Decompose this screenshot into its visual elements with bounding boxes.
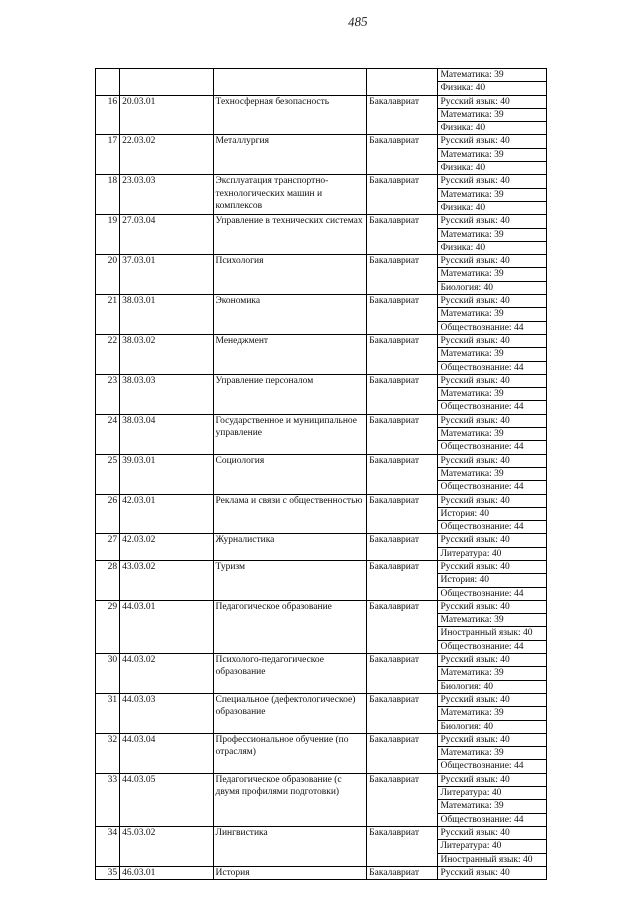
row-number: 26 — [96, 494, 120, 534]
exam-requirement: Математика: 39 — [438, 667, 547, 680]
program-code: 38.03.01 — [120, 295, 213, 335]
exam-requirement: Математика: 39 — [438, 308, 547, 321]
education-level: Бакалавриат — [367, 135, 438, 175]
exam-requirement: Русский язык: 40 — [438, 334, 547, 347]
program-name: Металлургия — [213, 135, 367, 175]
education-level: Бакалавриат — [367, 175, 438, 215]
education-level: Бакалавриат — [367, 215, 438, 255]
program-name: Специальное (дефектологическое) образование — [213, 693, 367, 733]
table-row — [96, 454, 547, 467]
row-number: 34 — [96, 826, 120, 866]
program-name: Педагогическое образование (с двумя профилями подготовки) — [213, 773, 367, 826]
table-row — [96, 600, 547, 613]
program-name: Эксплуатация транспортно-технологических машин и комплексов — [213, 175, 367, 215]
program-name: Психология — [213, 255, 367, 295]
program-code: 46.03.01 — [120, 866, 213, 879]
exam-requirement: Физика: 40 — [438, 241, 547, 254]
exam-requirement: Иностранный язык: 40 — [438, 853, 547, 866]
program-code: 38.03.02 — [120, 334, 213, 374]
exam-requirement: История: 40 — [438, 574, 547, 587]
exam-requirement: Физика: 40 — [438, 162, 547, 175]
exam-requirement: Математика: 39 — [438, 467, 547, 480]
program-code: 37.03.01 — [120, 255, 213, 295]
row-number: 25 — [96, 454, 120, 494]
exam-requirement: История: 40 — [438, 507, 547, 520]
exam-requirement: Математика: 39 — [438, 69, 547, 82]
exam-requirement: Обществознание: 44 — [438, 587, 547, 600]
education-level: Бакалавриат — [367, 866, 438, 879]
exam-requirement: Математика: 39 — [438, 707, 547, 720]
exam-requirement: Обществознание: 44 — [438, 401, 547, 414]
table-row — [96, 654, 547, 667]
exam-requirement: Математика: 39 — [438, 428, 547, 441]
education-level: Бакалавриат — [367, 600, 438, 653]
table-row — [96, 215, 547, 228]
exam-requirement: Русский язык: 40 — [438, 866, 547, 879]
education-level: Бакалавриат — [367, 295, 438, 335]
program-name: Управление персоналом — [213, 374, 367, 414]
table-row — [96, 175, 547, 188]
program-name: Педагогическое образование — [213, 600, 367, 653]
exam-requirement: Русский язык: 40 — [438, 135, 547, 148]
exam-requirement: Русский язык: 40 — [438, 95, 547, 108]
exam-requirement: Русский язык: 40 — [438, 255, 547, 268]
exam-requirement: Математика: 39 — [438, 188, 547, 201]
row-number: 23 — [96, 374, 120, 414]
exam-requirement: Русский язык: 40 — [438, 534, 547, 547]
education-level: Бакалавриат — [367, 95, 438, 135]
row-number: 20 — [96, 255, 120, 295]
exam-requirement: Русский язык: 40 — [438, 494, 547, 507]
education-level: Бакалавриат — [367, 826, 438, 866]
education-level: Бакалавриат — [367, 560, 438, 600]
exam-requirement: Русский язык: 40 — [438, 773, 547, 786]
table-row — [96, 693, 547, 706]
exam-requirement: Обществознание: 44 — [438, 521, 547, 534]
exam-requirement: Обществознание: 44 — [438, 441, 547, 454]
exam-requirement: Русский язык: 40 — [438, 560, 547, 573]
table-row — [96, 374, 547, 387]
table-row — [96, 414, 547, 427]
exam-requirement: Русский язык: 40 — [438, 654, 547, 667]
exam-requirement: Русский язык: 40 — [438, 295, 547, 308]
exam-requirement: Русский язык: 40 — [438, 600, 547, 613]
exam-requirement: Математика: 39 — [438, 148, 547, 161]
table-row — [96, 295, 547, 308]
education-level: Бакалавриат — [367, 374, 438, 414]
program-code: 44.03.01 — [120, 600, 213, 653]
exam-requirement: Обществознание: 44 — [438, 760, 547, 773]
table-row — [96, 95, 547, 108]
program-name: Профессиональное обучение (по отраслям) — [213, 733, 367, 773]
exam-requirement: Математика: 39 — [438, 614, 547, 627]
education-level: Бакалавриат — [367, 654, 438, 694]
program-code: 38.03.03 — [120, 374, 213, 414]
exam-requirement: Обществознание: 44 — [438, 813, 547, 826]
exam-requirement: Биология: 40 — [438, 680, 547, 693]
exam-requirement: Обществознание: 44 — [438, 321, 547, 334]
education-level: Бакалавриат — [367, 255, 438, 295]
exam-requirement: Физика: 40 — [438, 82, 547, 95]
row-number: 27 — [96, 534, 120, 561]
table-row — [96, 560, 547, 573]
exam-requirement: Обществознание: 44 — [438, 361, 547, 374]
education-level: Бакалавриат — [367, 693, 438, 733]
program-name: Туризм — [213, 560, 367, 600]
program-name — [213, 69, 367, 96]
education-level: Бакалавриат — [367, 334, 438, 374]
exam-requirement: Литература: 40 — [438, 547, 547, 560]
exam-requirement: Русский язык: 40 — [438, 733, 547, 746]
program-name: Лингвистика — [213, 826, 367, 866]
table-row — [96, 826, 547, 839]
exam-requirement: Биология: 40 — [438, 720, 547, 733]
row-number: 32 — [96, 733, 120, 773]
education-level: Бакалавриат — [367, 733, 438, 773]
table-body — [96, 69, 547, 880]
row-number: 24 — [96, 414, 120, 454]
table-row — [96, 494, 547, 507]
program-name: Техносферная безопасность — [213, 95, 367, 135]
exam-requirement: Русский язык: 40 — [438, 374, 547, 387]
page-number: 485 — [347, 13, 368, 30]
program-name: История — [213, 866, 367, 879]
program-name: Менеджмент — [213, 334, 367, 374]
program-code: 39.03.01 — [120, 454, 213, 494]
exam-requirement: Биология: 40 — [438, 281, 547, 294]
program-code: 44.03.05 — [120, 773, 213, 826]
exam-requirement: Обществознание: 44 — [438, 640, 547, 653]
exam-requirement: Литература: 40 — [438, 840, 547, 853]
program-name: Реклама и связи с общественностью — [213, 494, 367, 534]
table-row — [96, 255, 547, 268]
exam-requirement: Физика: 40 — [438, 201, 547, 214]
exam-requirement: Русский язык: 40 — [438, 175, 547, 188]
exam-requirement: Литература: 40 — [438, 787, 547, 800]
row-number: 21 — [96, 295, 120, 335]
program-code: 44.03.02 — [120, 654, 213, 694]
exam-requirement: Математика: 39 — [438, 108, 547, 121]
row-number: 33 — [96, 773, 120, 826]
program-code: 20.03.01 — [120, 95, 213, 135]
program-name: Психолого-педагогическое образование — [213, 654, 367, 694]
exam-requirement: Математика: 39 — [438, 388, 547, 401]
row-number: 35 — [96, 866, 120, 879]
education-level — [367, 69, 438, 96]
program-code: 44.03.04 — [120, 733, 213, 773]
row-number: 19 — [96, 215, 120, 255]
education-level: Бакалавриат — [367, 454, 438, 494]
row-number: 16 — [96, 95, 120, 135]
exam-requirement: Математика: 39 — [438, 800, 547, 813]
education-level: Бакалавриат — [367, 534, 438, 561]
education-level: Бакалавриат — [367, 414, 438, 454]
program-code: 27.03.04 — [120, 215, 213, 255]
row-number: 30 — [96, 654, 120, 694]
program-code: 43.03.02 — [120, 560, 213, 600]
exam-requirement: Математика: 39 — [438, 348, 547, 361]
exam-requirement: Русский язык: 40 — [438, 826, 547, 839]
table-row — [96, 773, 547, 786]
exam-requirement: Математика: 39 — [438, 268, 547, 281]
education-level: Бакалавриат — [367, 494, 438, 534]
row-number — [96, 69, 120, 96]
exam-requirement: Русский язык: 40 — [438, 215, 547, 228]
exam-requirement: Математика: 39 — [438, 747, 547, 760]
program-name: Экономика — [213, 295, 367, 335]
exam-requirement: Математика: 39 — [438, 228, 547, 241]
exam-requirement: Русский язык: 40 — [438, 693, 547, 706]
program-name: Социология — [213, 454, 367, 494]
exam-requirement: Обществознание: 44 — [438, 481, 547, 494]
program-name: Журналистика — [213, 534, 367, 561]
row-number: 28 — [96, 560, 120, 600]
exam-requirement: Русский язык: 40 — [438, 454, 547, 467]
exam-requirement: Иностранный язык: 40 — [438, 627, 547, 640]
table-row — [96, 334, 547, 347]
program-name: Государственное и муниципальное управление — [213, 414, 367, 454]
program-code: 45.03.02 — [120, 826, 213, 866]
program-code: 44.03.03 — [120, 693, 213, 733]
program-code: 42.03.01 — [120, 494, 213, 534]
program-code: 42.03.02 — [120, 534, 213, 561]
program-code: 38.03.04 — [120, 414, 213, 454]
program-code: 23.03.03 — [120, 175, 213, 215]
program-code: 22.03.02 — [120, 135, 213, 175]
row-number: 18 — [96, 175, 120, 215]
education-level: Бакалавриат — [367, 773, 438, 826]
table-row — [96, 733, 547, 746]
exam-requirement: Физика: 40 — [438, 122, 547, 135]
row-number: 22 — [96, 334, 120, 374]
program-name: Управление в технических системах — [213, 215, 367, 255]
exam-requirement: Русский язык: 40 — [438, 414, 547, 427]
row-number: 31 — [96, 693, 120, 733]
row-number: 17 — [96, 135, 120, 175]
admission-table — [95, 68, 547, 880]
table-row — [96, 534, 547, 547]
table-row — [96, 135, 547, 148]
table-row — [96, 69, 547, 82]
program-code — [120, 69, 213, 96]
table-row — [96, 866, 547, 879]
row-number: 29 — [96, 600, 120, 653]
